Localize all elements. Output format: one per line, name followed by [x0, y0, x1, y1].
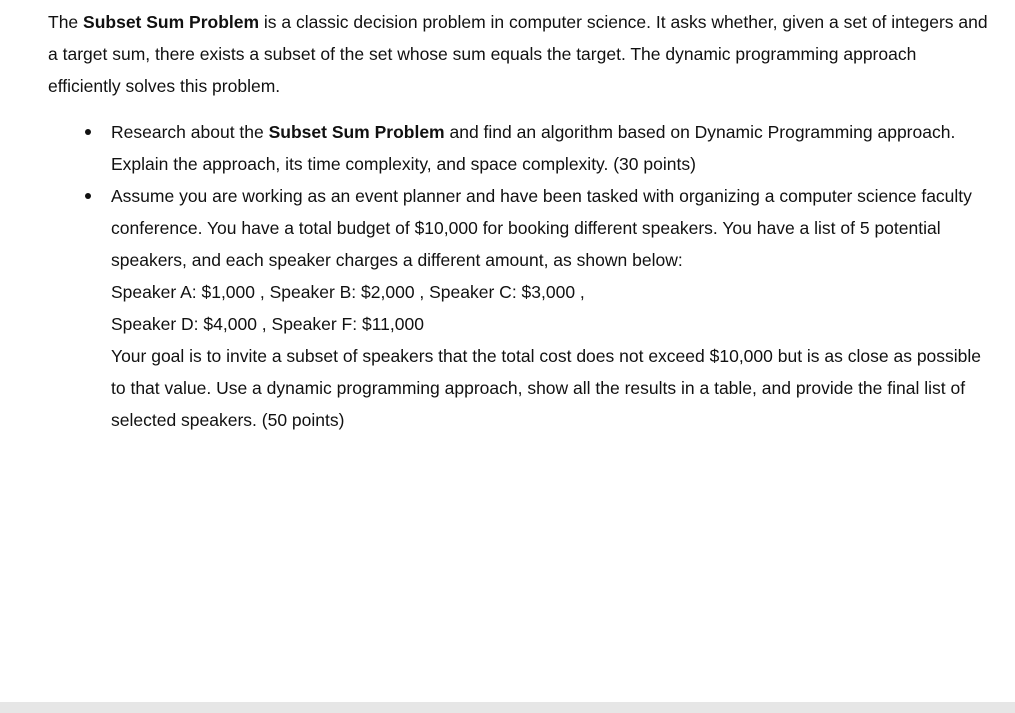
task-item-event-planner: [48, 180, 988, 436]
intro-paragraph: [48, 6, 988, 102]
intro-bold-term: Subset Sum Problem: [83, 12, 260, 32]
footer-bar: [0, 702, 1015, 713]
task-research-text: [111, 116, 988, 180]
task-list: [48, 116, 988, 436]
document-content: [48, 0, 988, 436]
task-item-research: [48, 116, 988, 180]
task-research-bold-term: Subset Sum Problem: [268, 122, 445, 142]
task-goal-text: Your goal is to invite a subset of speakers that the total cost does not exceed $10,000 but is as close as possible to that value. Use a dynamic programming approach, show all the results in a table, and provide the final list of selected speakers. (50 points): [111, 346, 982, 430]
task-research-prefix: Research about the: [111, 122, 269, 142]
speaker-list-line-2: Speaker D: $4,000 , Speaker F: $11,000: [111, 314, 424, 334]
speaker-list: [111, 276, 988, 340]
task-event-text: Assume you are working as an event planner and have been tasked with organizing a computer science faculty conference. You have a total budget of $10,000 for booking different speakers. You have a list of 5 potential speakers, and each speaker charges a different amount, as shown below:: [111, 186, 972, 270]
task-research-rest: and find an algorithm based on Dynamic Programming approach. Explain the approach, its time complexity, and space complexity. (30 points): [111, 122, 956, 174]
speaker-list-line-1: Speaker A: $1,000 , Speaker B: $2,000 , Speaker C: $3,000 ,: [111, 282, 585, 302]
bullet-icon: [85, 193, 91, 199]
bullet-icon: [85, 129, 91, 135]
intro-prefix: The: [48, 12, 84, 32]
intro-text: is a classic decision problem in computer science. It asks whether, given a set of integers and a target sum, there exists a subset of the set whose sum equals the target. The dynamic programming approach efficiently solves this problem.: [48, 12, 988, 96]
